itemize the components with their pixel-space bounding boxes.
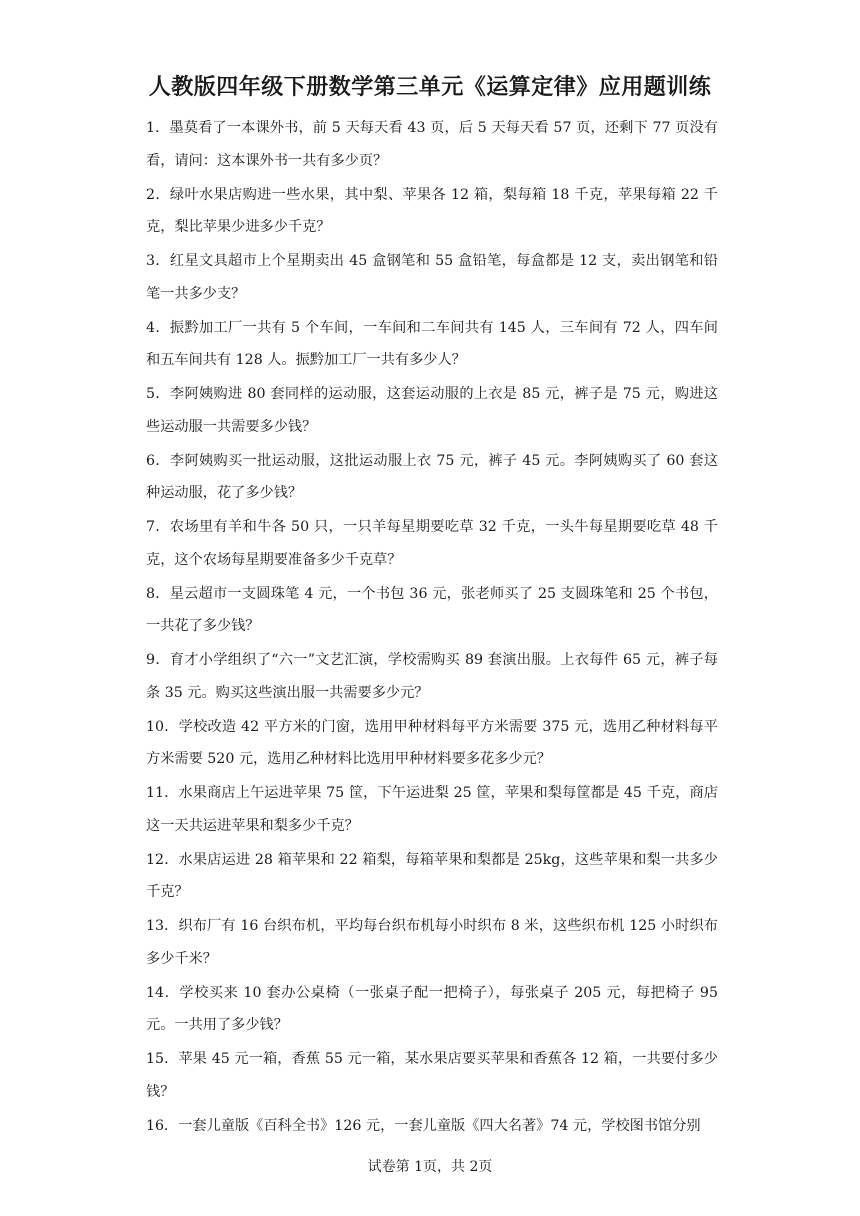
question-item: 5．李阿姨购进 80 套同样的运动服，这套运动服的上衣是 85 元，裤子是 75 元，购进这些运动服一共需要多少钱？ [146,386,718,435]
question-item: 8．星云超市一支圆珠笔 4 元，一个书包 36 元，张老师买了 25 支圆珠笔和 25 个书包，一共花了多少钱？ [146,585,718,634]
question-item: 14．学校买来 10 套办公桌椅（一张桌子配一把椅子），每张桌子 205 元，每把椅子 95 元。一共用了多少钱？ [146,984,718,1033]
question-item: 4．振黔加工厂一共有 5 个车间，一车间和二车间共有 145 人，三车间有 72 人，四车间和五车间共有 128 人。振黔加工厂一共有多少人？ [146,319,718,368]
question-item: 11．水果商店上午运进苹果 75 筐，下午运进梨 25 筐，苹果和梨每筐都是 45 千克，商店这一天共运进苹果和梨多少千克？ [146,785,718,834]
question-item: 9．育才小学组织了“六一”文艺汇演，学校需购买 89 套演出服。上衣每件 65 元，裤子每条 35 元。购买这些演出服一共需要多少元？ [146,652,718,701]
question-item: 13．织布厂有 16 台织布机，平均每台织布机每小时织布 8 米，这些织布机 125 小时织布多少千米？ [146,918,718,967]
question-list [146,112,718,1144]
question-item: 12．水果店运进 28 箱苹果和 22 箱梨，每箱苹果和梨都是 25kg，这些苹果和梨一共多少千克？ [146,851,718,900]
question-item: 16．一套儿童版《百科全书》126 元，一套儿童版《四大名著》74 元，学校图书馆分别 [146,1117,701,1134]
question-item: 6．李阿姨购买一批运动服，这批运动服上衣 75 元，裤子 45 元。李阿姨购买了 60 套这种运动服，花了多少钱？ [146,452,718,501]
page-footer: 试卷第 1页，共 2页 [367,1159,493,1175]
question-item: 10．学校改造 42 平方米的门窗，选用甲种材料每平方米需要 375 元，选用乙种材料每平方米需要 520 元，选用乙种材料比选用甲种材料要多花多少元？ [146,718,718,767]
question-item: 3．红星文具超市上个星期卖出 45 盒钢笔和 55 盒铅笔，每盒都是 12 支，卖出钢笔和铅笔一共多少支？ [146,253,718,302]
question-item: 7．农场里有羊和牛各 50 只，一只羊每星期要吃草 32 千克，一头牛每星期要吃草 48 千克，这个农场每星期要准备多少千克草？ [146,519,718,568]
question-item: 2．绿叶水果店购进一些水果，其中梨、苹果各 12 箱，梨每箱 18 千克，苹果每箱 22 千克，梨比苹果少进多少千克？ [146,186,718,235]
question-item: 1．墨莫看了一本课外书，前 5 天每天看 43 页，后 5 天每天看 57 页，还剩下 77 页没有看，请问：这本课外书一共有多少页？ [146,120,718,169]
page-title: 人教版四年级下册数学第三单元《运算定律》应用题训练 [148,74,712,100]
question-item: 15．苹果 45 元一箱，香蕉 55 元一箱，某水果店要买苹果和香蕉各 12 箱，一共要付多少钱？ [146,1051,718,1100]
